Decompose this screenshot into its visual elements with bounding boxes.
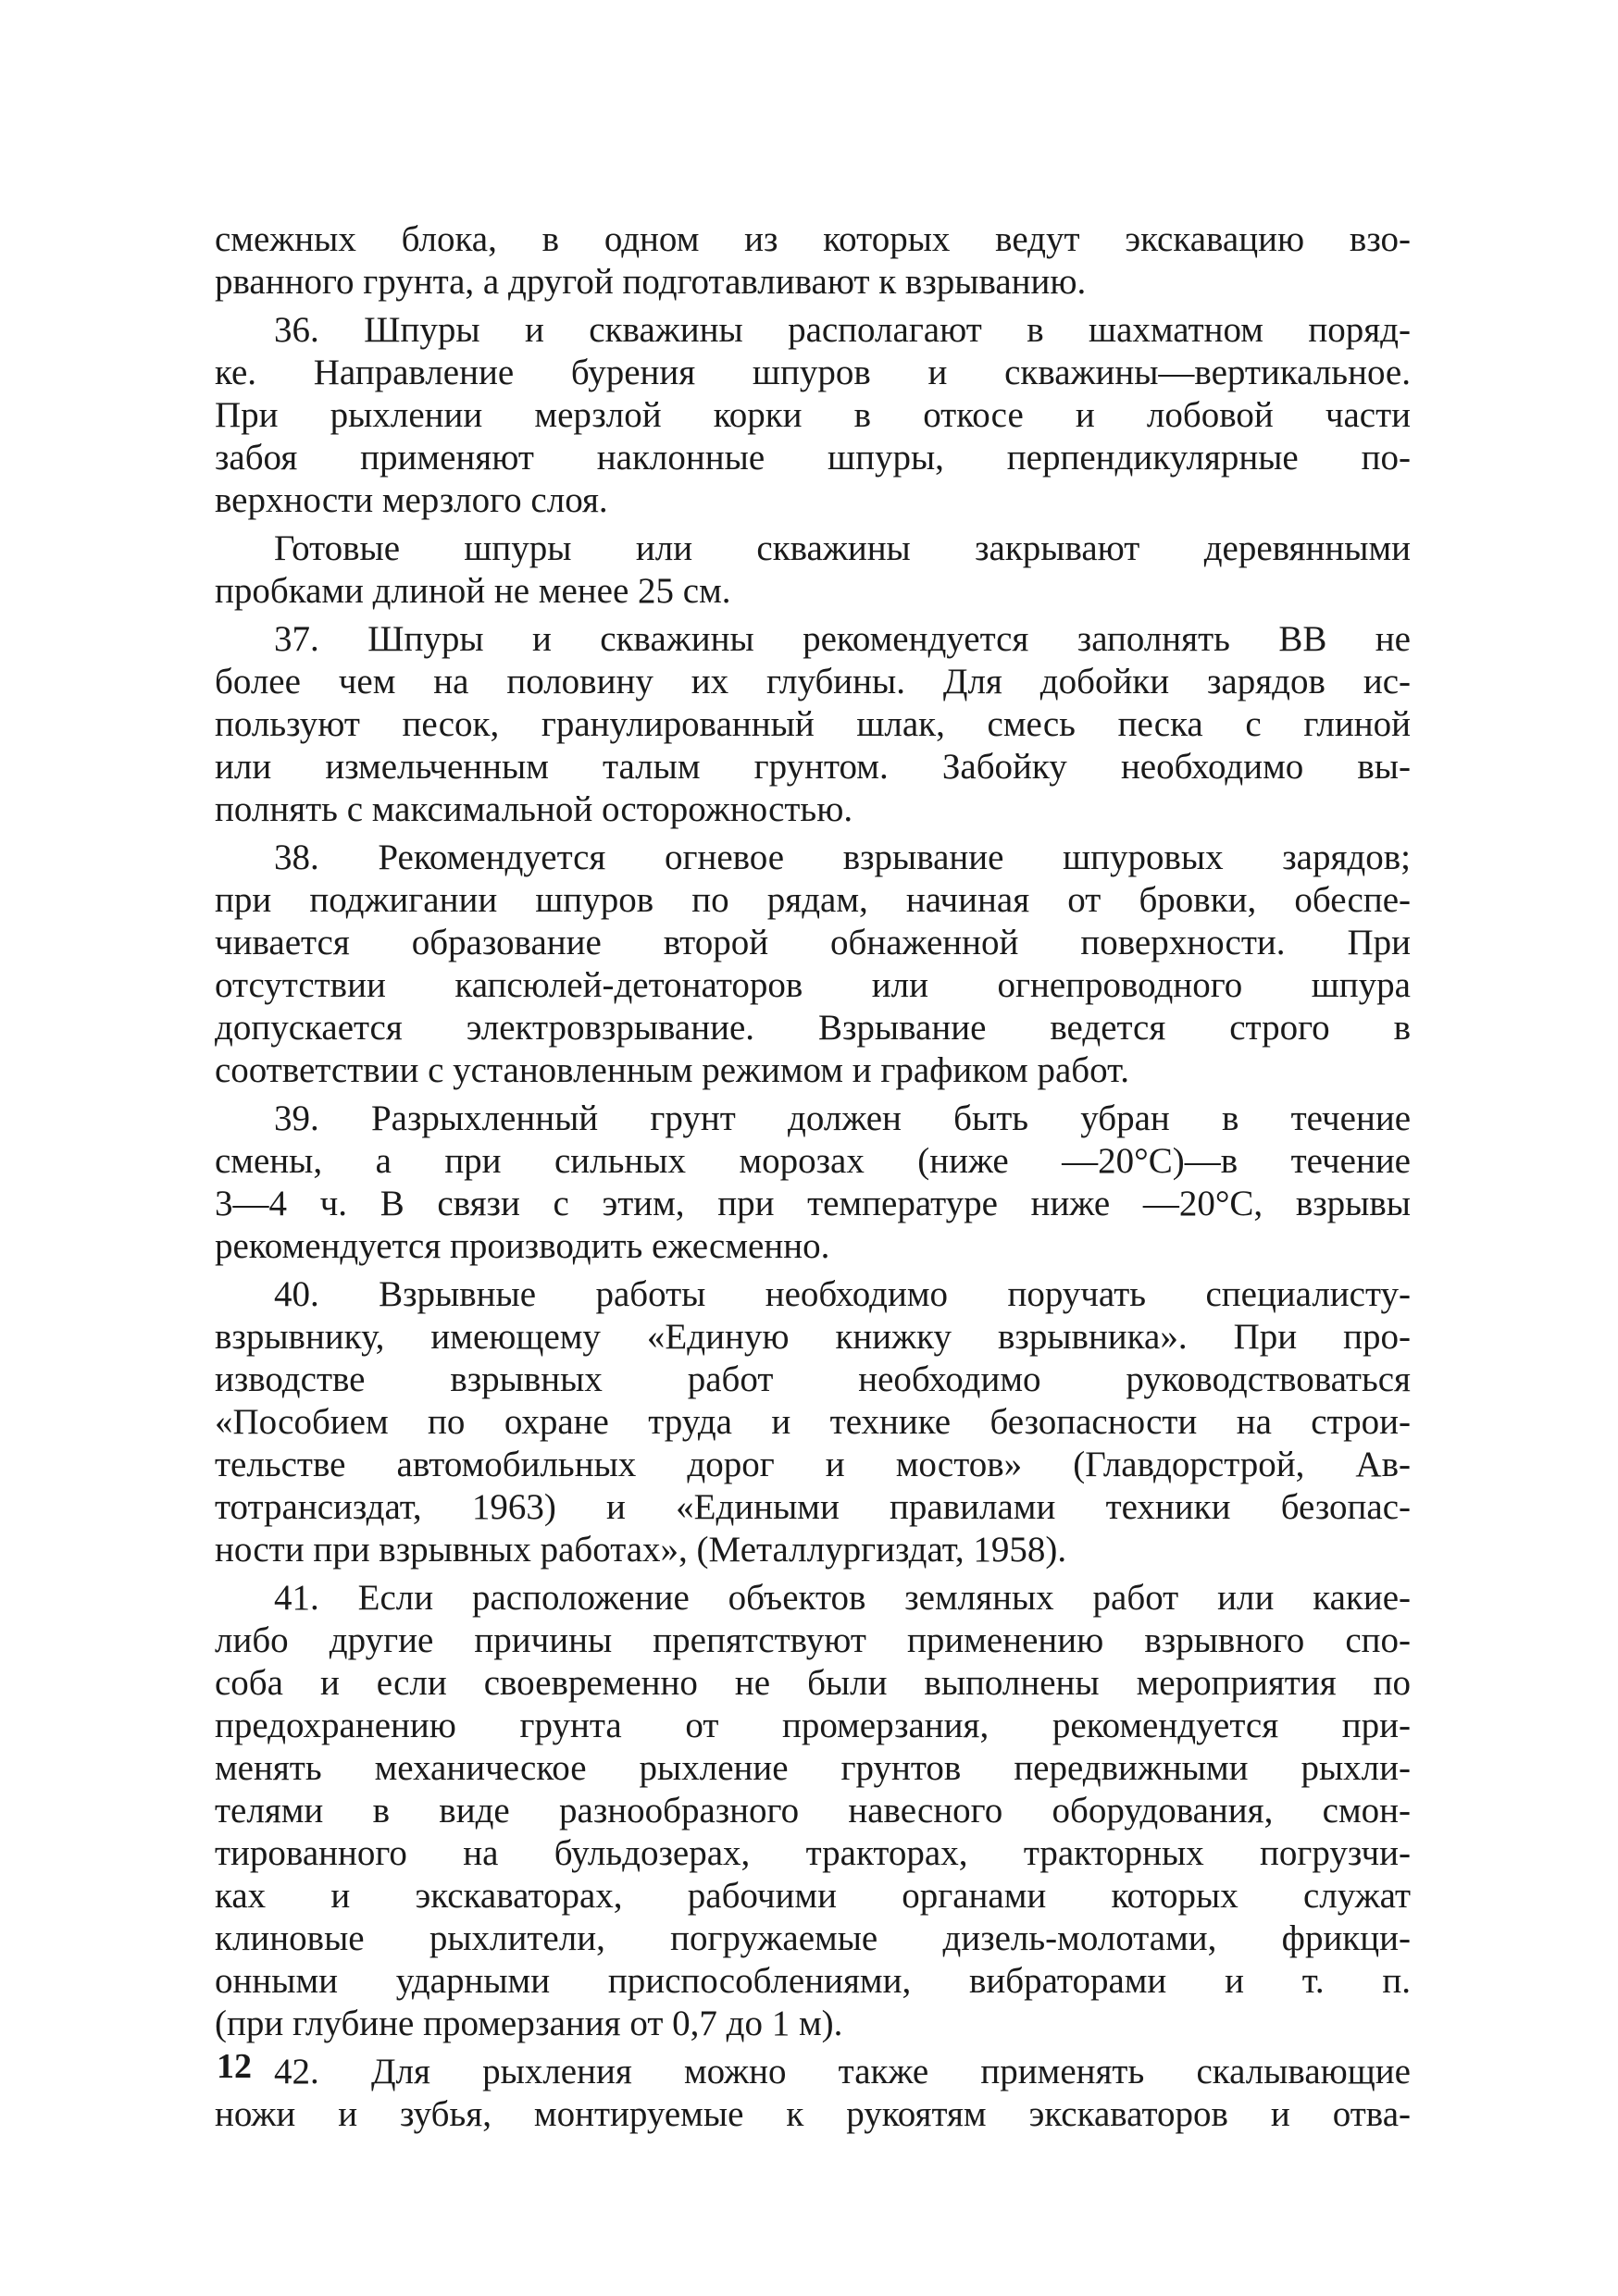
text-line: 40. Взрывные работы необходимо поручать специалисту- bbox=[274, 1274, 1411, 1314]
text-line: «Пособием по охране труда и технике безопасности на строи- bbox=[215, 1402, 1411, 1442]
paragraph-37 bbox=[215, 618, 1411, 831]
text-line: соба и если своевременно не были выполнены мероприятия по bbox=[215, 1663, 1411, 1703]
paragraph-39 bbox=[215, 1098, 1411, 1268]
paragraph-41 bbox=[215, 1577, 1411, 2045]
text-line: 36. Шпуры и скважины располагают в шахматном поряд- bbox=[274, 310, 1411, 350]
text-line: ке. Направление бурения шпуров и скважины—вертикальное. bbox=[215, 353, 1411, 392]
paragraph-42 bbox=[215, 2051, 1411, 2136]
text-line: изводстве взрывных работ необходимо руководствоваться bbox=[215, 1359, 1411, 1399]
text-line: ках и экскаваторах, рабочими органами которых служат bbox=[215, 1876, 1411, 1916]
text-line: 41. Если расположение объектов земляных работ или какие- bbox=[274, 1578, 1411, 1618]
text-line: рванного грунта, а другой подготавливают к взрыванию. bbox=[215, 262, 1087, 302]
text-line: смежных блока, в одном из которых ведут экскавацию взо- bbox=[215, 219, 1411, 259]
text-line: телями в виде разнообразного навесного оборудования, смон- bbox=[215, 1791, 1411, 1831]
text-line: взрывнику, имеющему «Единую книжку взрывника». При про- bbox=[215, 1317, 1411, 1357]
text-line: При рыхлении мерзлой корки в откосе и лобовой части bbox=[215, 395, 1411, 435]
text-line: пробками длиной не менее 25 см. bbox=[215, 571, 731, 611]
text-line: предохранению грунта от промерзания, рекомендуется при- bbox=[215, 1706, 1411, 1745]
text-line: верхности мерзлого слоя. bbox=[215, 480, 608, 520]
text-line: менять механическое рыхление грунтов передвижными рыхли- bbox=[215, 1748, 1411, 1788]
paragraph-38 bbox=[215, 837, 1411, 1092]
text-line: 37. Шпуры и скважины рекомендуется заполнять ВВ не bbox=[274, 619, 1411, 659]
page-number: 12 bbox=[217, 2047, 252, 2086]
text-line: 42. Для рыхления можно также применять скалывающие bbox=[274, 2052, 1411, 2091]
text-line: ности при взрывных работах», (Металлургиздат, 1958). bbox=[215, 1530, 1067, 1570]
paragraph-36-plugs bbox=[215, 527, 1411, 613]
text-line: тированного на бульдозерах, тракторах, тракторных погрузчи- bbox=[215, 1833, 1411, 1873]
text-line: более чем на половину их глубины. Для добойки зарядов ис- bbox=[215, 662, 1411, 701]
text-line: забоя применяют наклонные шпуры, перпендикулярные по- bbox=[215, 438, 1411, 478]
text-line: онными ударными приспособлениями, вибраторами и т. п. bbox=[215, 1961, 1411, 2001]
text-line: ножи и зубья, монтируемые к рукоятям экскаваторов и отва- bbox=[215, 2094, 1411, 2134]
text-line: соответствии с установленным режимом и графиком работ. bbox=[215, 1050, 1129, 1090]
text-line: 39. Разрыхленный грунт должен быть убран в течение bbox=[274, 1098, 1411, 1138]
text-line: пользуют песок, гранулированный шлак, смесь песка с глиной bbox=[215, 704, 1411, 744]
text-line: при поджигании шпуров по рядам, начиная от бровки, обеспе- bbox=[215, 880, 1411, 920]
paragraph-40 bbox=[215, 1273, 1411, 1571]
text-line: 38. Рекомендуется огневое взрывание шпуровых зарядов; bbox=[274, 838, 1411, 877]
text-line: Готовые шпуры или скважины закрывают деревянными bbox=[274, 528, 1411, 568]
text-line: полнять с максимальной осторожностью. bbox=[215, 789, 853, 829]
text-line: либо другие причины препятствуют применению взрывного спо- bbox=[215, 1620, 1411, 1660]
text-line: (при глубине промерзания от 0,7 до 1 м). bbox=[215, 2004, 843, 2043]
text-line: допускается электровзрывание. Взрывание ведется строго в bbox=[215, 1008, 1411, 1048]
body-text bbox=[215, 218, 1411, 2141]
paragraph-continuation bbox=[215, 218, 1411, 304]
paragraph-36 bbox=[215, 309, 1411, 522]
text-line: рекомендуется производить ежесменно. bbox=[215, 1226, 830, 1266]
text-line: смены, а при сильных морозах (ниже —20°С)—в течение bbox=[215, 1141, 1411, 1181]
text-line: 3—4 ч. В связи с этим, при температуре ниже —20°С, взрывы bbox=[215, 1184, 1411, 1223]
text-line: тельстве автомобильных дорог и мостов» (Главдорстрой, Ав- bbox=[215, 1445, 1411, 1484]
text-line: клиновые рыхлители, погружаемые дизель-молотами, фрикци- bbox=[215, 1918, 1411, 1958]
text-line: чивается образование второй обнаженной поверхности. При bbox=[215, 923, 1411, 962]
text-line: или измельченным талым грунтом. Забойку необходимо вы- bbox=[215, 747, 1411, 787]
text-line: тотрансиздат, 1963) и «Едиными правилами техники безопас- bbox=[215, 1487, 1411, 1527]
text-line: отсутствии капсюлей-детонаторов или огнепроводного шпура bbox=[215, 965, 1411, 1005]
